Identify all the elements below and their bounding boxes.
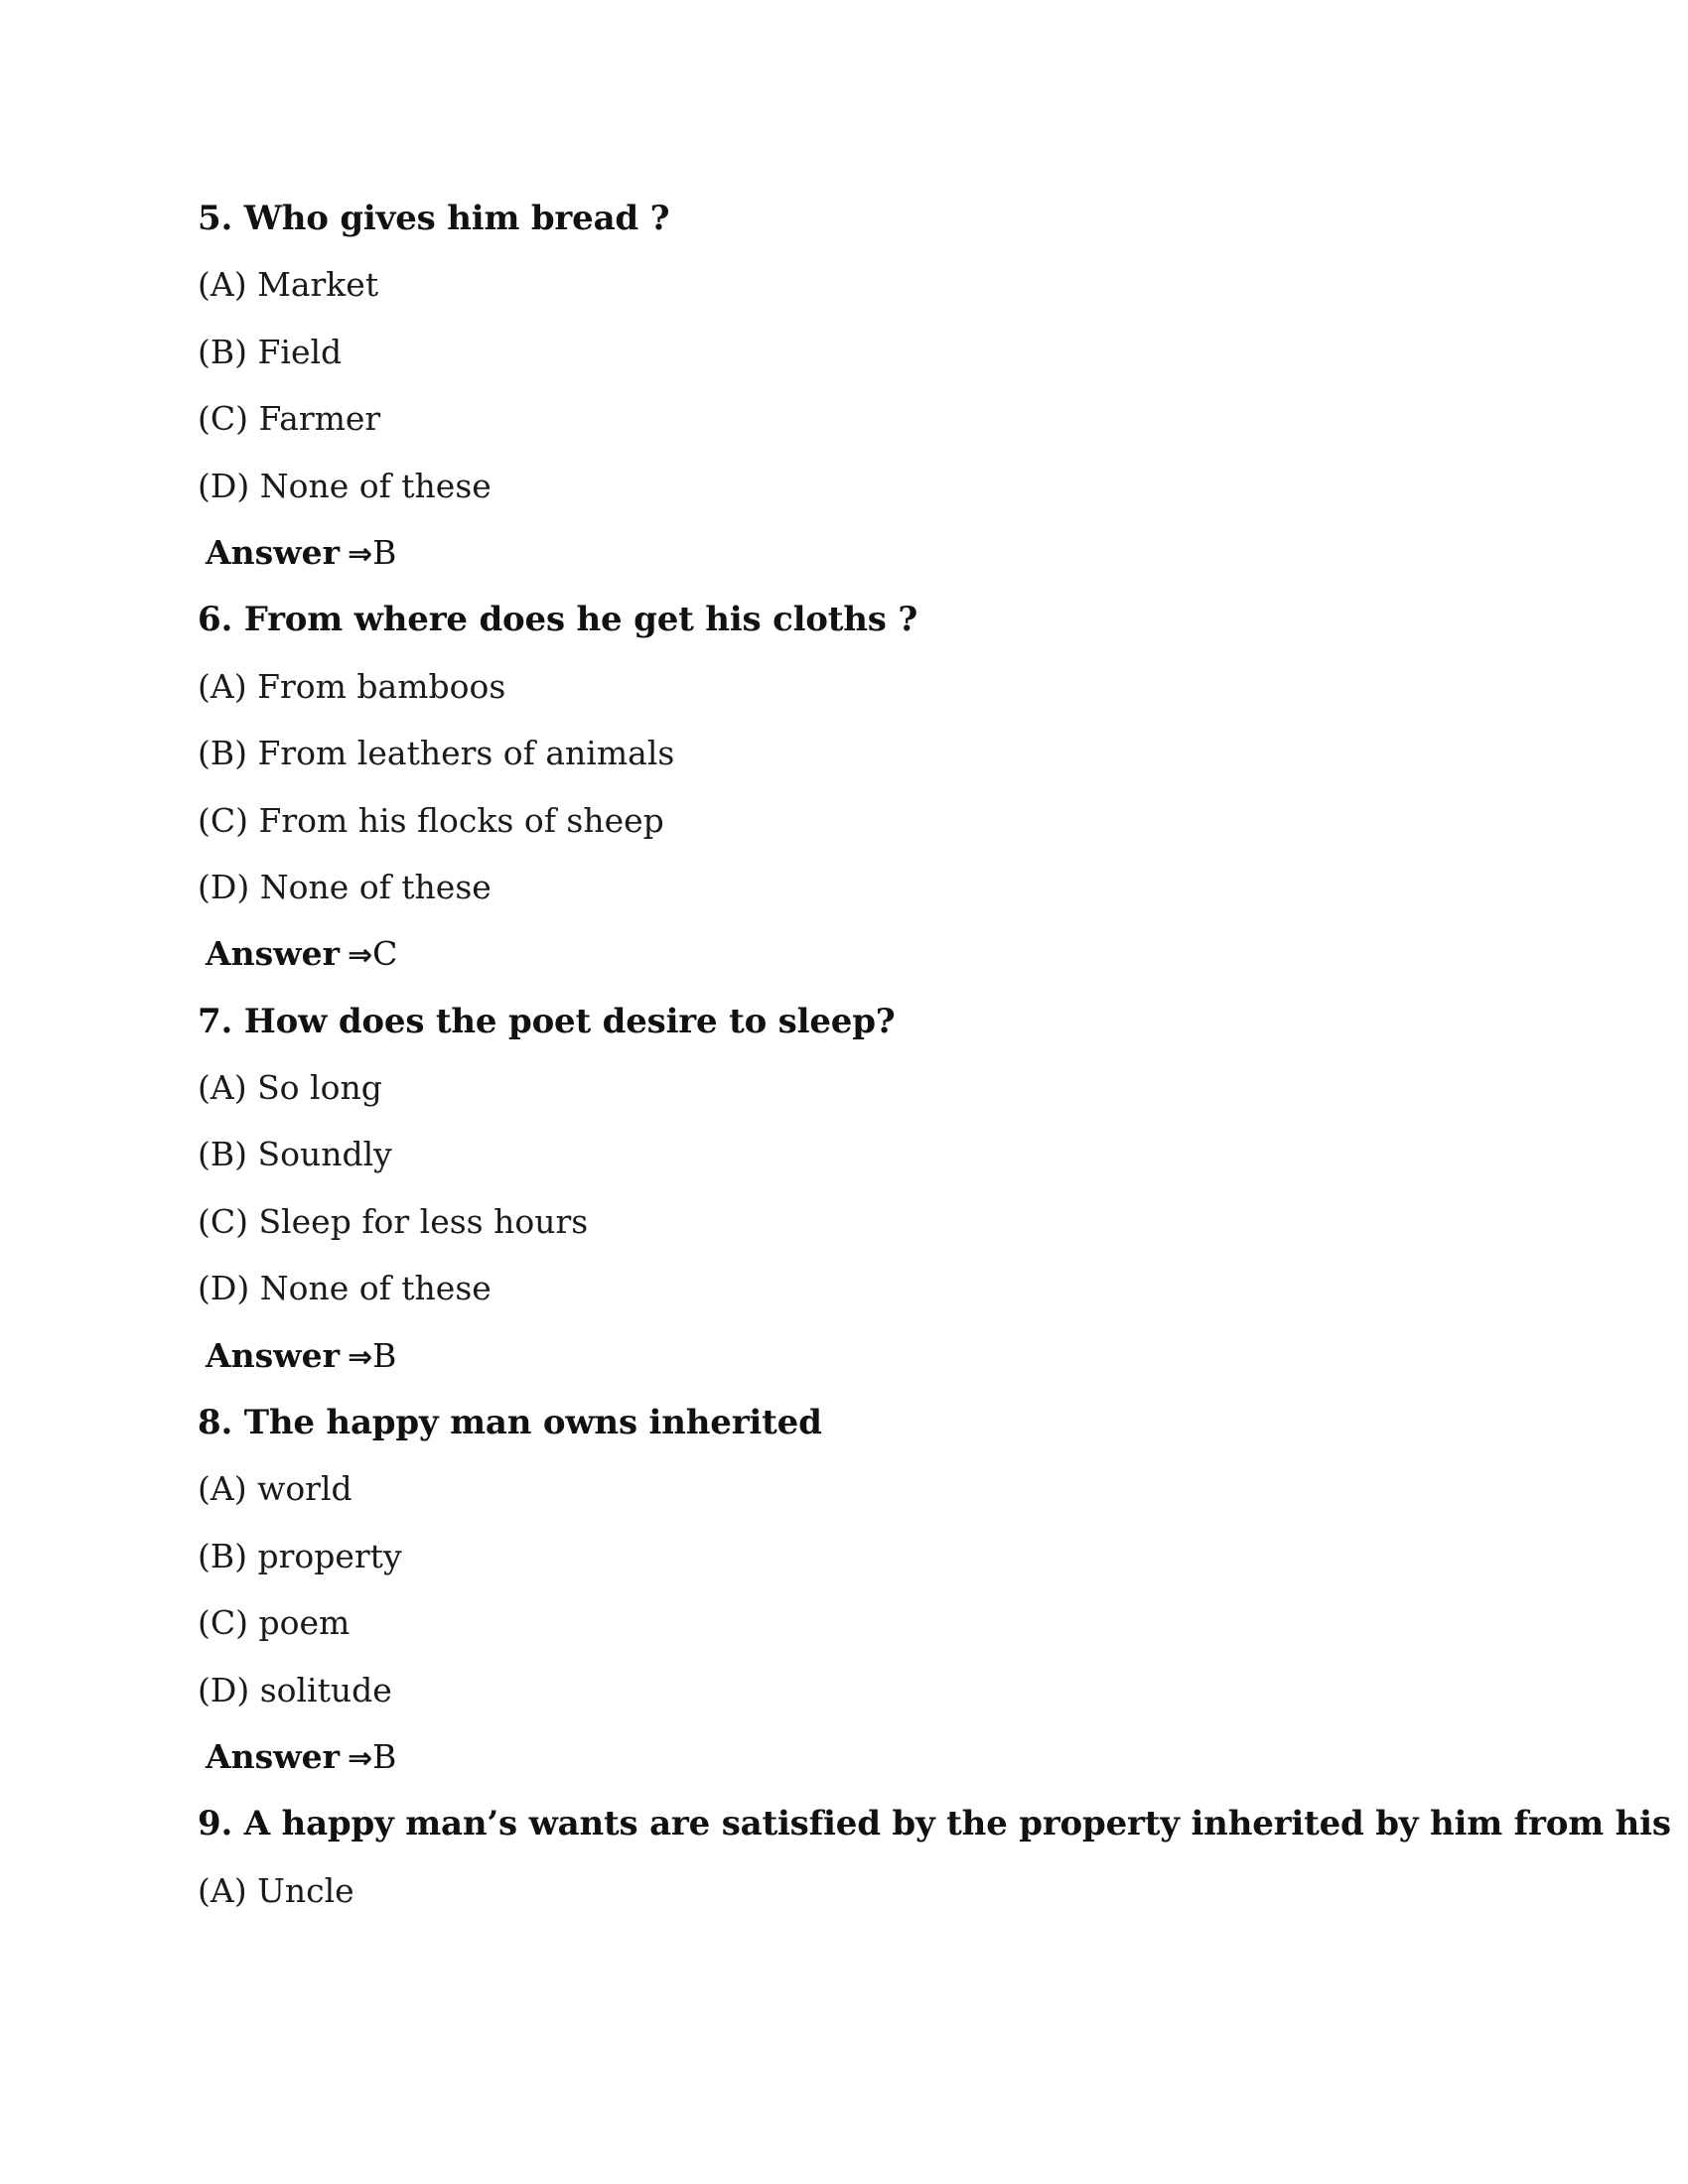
question-5-text: 5. Who gives him bread ? — [198, 199, 670, 238]
answer-label: Answer — [206, 532, 340, 572]
question-8-option-a: (A) world — [198, 1469, 352, 1509]
question-6-option-d: (D) None of these — [198, 867, 492, 906]
question-6-option-a: (A) From bamboos — [198, 666, 506, 706]
question-7-option-c: (C) Sleep for less hours — [198, 1201, 589, 1241]
answer-value: C — [372, 934, 398, 974]
question-8-option-c: (C) poem — [198, 1603, 351, 1643]
question-5-option-a: (A) Market — [198, 265, 379, 305]
answer-label: Answer — [206, 1335, 340, 1375]
question-5-answer — [198, 529, 1588, 596]
question-9-text: 9. A happy man’s wants are satisfied by the property inherited by him from his — [198, 1804, 1671, 1844]
answer-arrow-icon: ⇒ — [347, 938, 373, 974]
answer-label: Answer — [206, 934, 340, 974]
question-7-option-b: (B) Soundly — [198, 1135, 392, 1174]
answer-value: B — [372, 532, 397, 572]
question-8-option-d: (D) solitude — [198, 1670, 392, 1709]
question-8-option-b: (B) property — [198, 1536, 402, 1575]
question-7-option-d: (D) None of these — [198, 1269, 492, 1308]
question-6-option-b: (B) From leathers of animals — [198, 734, 675, 773]
question-8-text: 8. The happy man owns inherited — [198, 1403, 822, 1443]
answer-arrow-icon: ⇒ — [347, 536, 373, 572]
question-5-option-d: (D) None of these — [198, 466, 492, 505]
question-6-text: 6. From where does he get his cloths ? — [198, 600, 918, 640]
question-list — [198, 195, 1671, 1934]
answer-value: B — [372, 1736, 397, 1776]
answer-value: B — [372, 1335, 397, 1375]
question-5-option-c: (C) Farmer — [198, 399, 381, 439]
question-6-answer — [198, 930, 1588, 997]
answer-label: Answer — [206, 1736, 340, 1776]
question-7-option-a: (A) So long — [198, 1068, 382, 1108]
question-9-option-a: (A) Uncle — [198, 1870, 354, 1910]
question-6-option-c: (C) From his flocks of sheep — [198, 800, 664, 840]
answer-arrow-icon: ⇒ — [347, 1740, 373, 1776]
question-5-option-b: (B) Field — [198, 332, 343, 371]
question-7-answer — [198, 1332, 1588, 1399]
question-7-text: 7. How does the poet desire to sleep? — [198, 1001, 896, 1041]
answer-arrow-icon: ⇒ — [347, 1339, 373, 1375]
question-8-answer — [198, 1733, 1588, 1800]
